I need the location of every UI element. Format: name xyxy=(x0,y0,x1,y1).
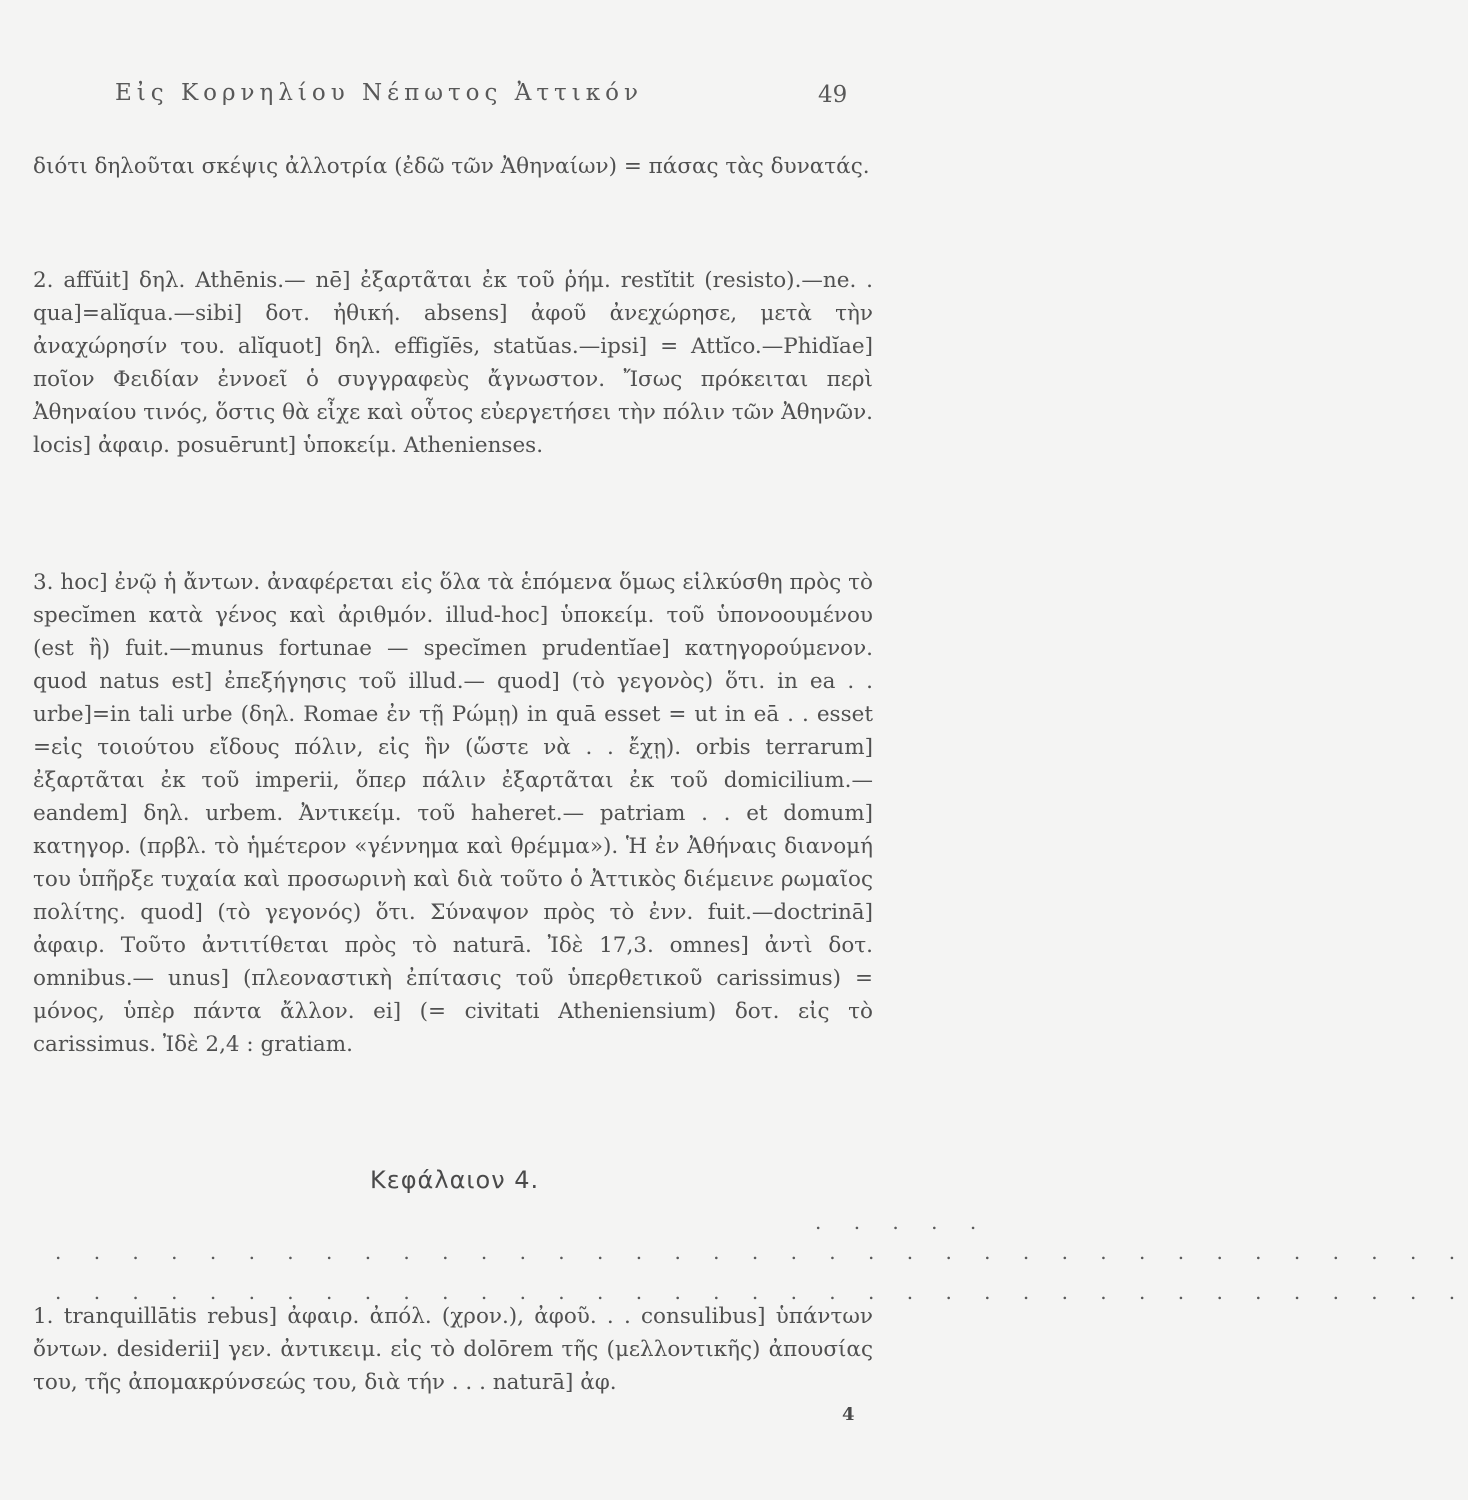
ellipsis-row-3: . . . . . . . . . . . . . . . . . . . . . . . . . . . . . . . . . . . . . xyxy=(55,1280,1468,1304)
chapter-4-section-1-text: 1. tranquillātis rebus] ἀφαιρ. ἀπόλ. (χρον.), ἀφοῦ. . . consulibus] ὑπάντων ὄντων. desiderii] γεν. ἀντικειμ. εἰς τὸ dolōrem τῆς (μελλοντικῆς) ἀπουσίας του, τῆς ἀπομακρύνσεώς του, διὰ τήν . . . naturā] ἀφ. xyxy=(33,1304,873,1395)
intro-text: διότι δηλοῦται σκέψις ἀλλοτρία (ἐδῶ τῶν Ἀθηναίων) = πάσας τὰς δυνατάς. xyxy=(33,154,870,179)
chapter-heading: Κεφάλαιον 4. xyxy=(370,1166,540,1194)
section-2-text: 2. affŭit] δηλ. Athēnis.— nē] ἐξαρτᾶται ἐκ τοῦ ῥήμ. restĭtit (resisto).—ne. . qua]=alĭqua.—sibi] δοτ. ἠθική. absens] ἀφοῦ ἀνεχώρησε, μετὰ τὴν ἀναχώρησίν του. alĭquot] δηλ. effigĭēs, statŭas.—ipsi] = Attĭco.—Phidĭae] ποῖον Φειδίαν ἐννοεῖ ὁ συγγραφεὺς ἄγνωστον. Ἴσως πρόκειται περὶ Ἀθηναίου τινός, ὅστις θὰ εἶχε καὶ οὗτος εὐεργετήσει τὴν πόλιν τῶν Ἀθηνῶν. locis] ἀφαιρ. posuērunt] ὑποκείμ. Athenienses. xyxy=(33,268,873,458)
running-head-title: Εἰς Κορνηλίου Νέπωτος Ἀττικόν xyxy=(115,80,644,106)
section-2-paragraph xyxy=(33,264,873,462)
chapter-4-section-1-paragraph xyxy=(33,1300,873,1399)
ellipsis-row-2: . . . . . . . . . . . . . . . . . . . . . . . . . . . . . . . . . . . . . xyxy=(55,1240,1468,1264)
section-3-text: 3. hoc] ἐνῷ ἡ ἄντων. ἀναφέρεται εἰς ὅλα τὰ ἑπόμενα ὅμως εἱλκύσθη πρὸς τὸ specĭmen κατὰ γένος καὶ ἀριθμόν. illud-hoc] ὑποκείμ. τοῦ ὑπονοουμένου (est ἢ) fuit.—munus fortunae — specĭmen prudentĭae] κατηγορούμενον. quod natus est] ἐπεξήγησις τοῦ illud.— quod] (τὸ γεγονὸς) ὅτι. in ea . . urbe]=in tali urbe (δηλ. Romae ἐν τῇ Ρώμῃ) in quā esset = ut in eā . . esset =εἰς τοιούτου εἴδους πόλιν, εἰς ἣν (ὥστε νὰ . . ἔχῃ). orbis terrarum] ἐξαρτᾶται ἐκ τοῦ imperii, ὅπερ πάλιν ἐξαρτᾶται ἐκ τοῦ domicilium.—eandem] δηλ. urbem. Ἀντικείμ. τοῦ haheret.— patriam . . et domum] κατηγορ. (πρβλ. τὸ ἡμέτερον «γέννημα καὶ θρέμμα»). Ἡ ἐν Ἀθήναις διανομή του ὑπῆρξε τυχαία καὶ προσωρινὴ καὶ διὰ τοῦτο ὁ Ἀττικὸς διέμεινε ρωμαῖος πολίτης. quod] (τὸ γεγονός) ὅτι. Σύναψον πρὸς τὸ ἐνν. fuit.—doctrinā] ἀφαιρ. Τοῦτο ἀντιτίθεται πρὸς τὸ naturā. Ἰδὲ 17,3. omnes] ἀντὶ δοτ. omnibus.— unus] (πλεοναστικὴ ἐπίτασις τοῦ ὑπερθετικοῦ carissimus) = μόνος, ὑπὲρ πάντα ἄλλον. ei] (= civitati Atheniensium) δοτ. εἰς τὸ carissimus. Ἰδὲ 2,4 : gratiam. xyxy=(33,570,873,1057)
intro-paragraph xyxy=(33,150,873,183)
section-3-paragraph xyxy=(33,566,873,1061)
page-number: 49 xyxy=(818,82,848,108)
ellipsis-row-1: . . . . . xyxy=(815,1210,990,1234)
printer-signature-mark: 4 xyxy=(842,1404,855,1425)
